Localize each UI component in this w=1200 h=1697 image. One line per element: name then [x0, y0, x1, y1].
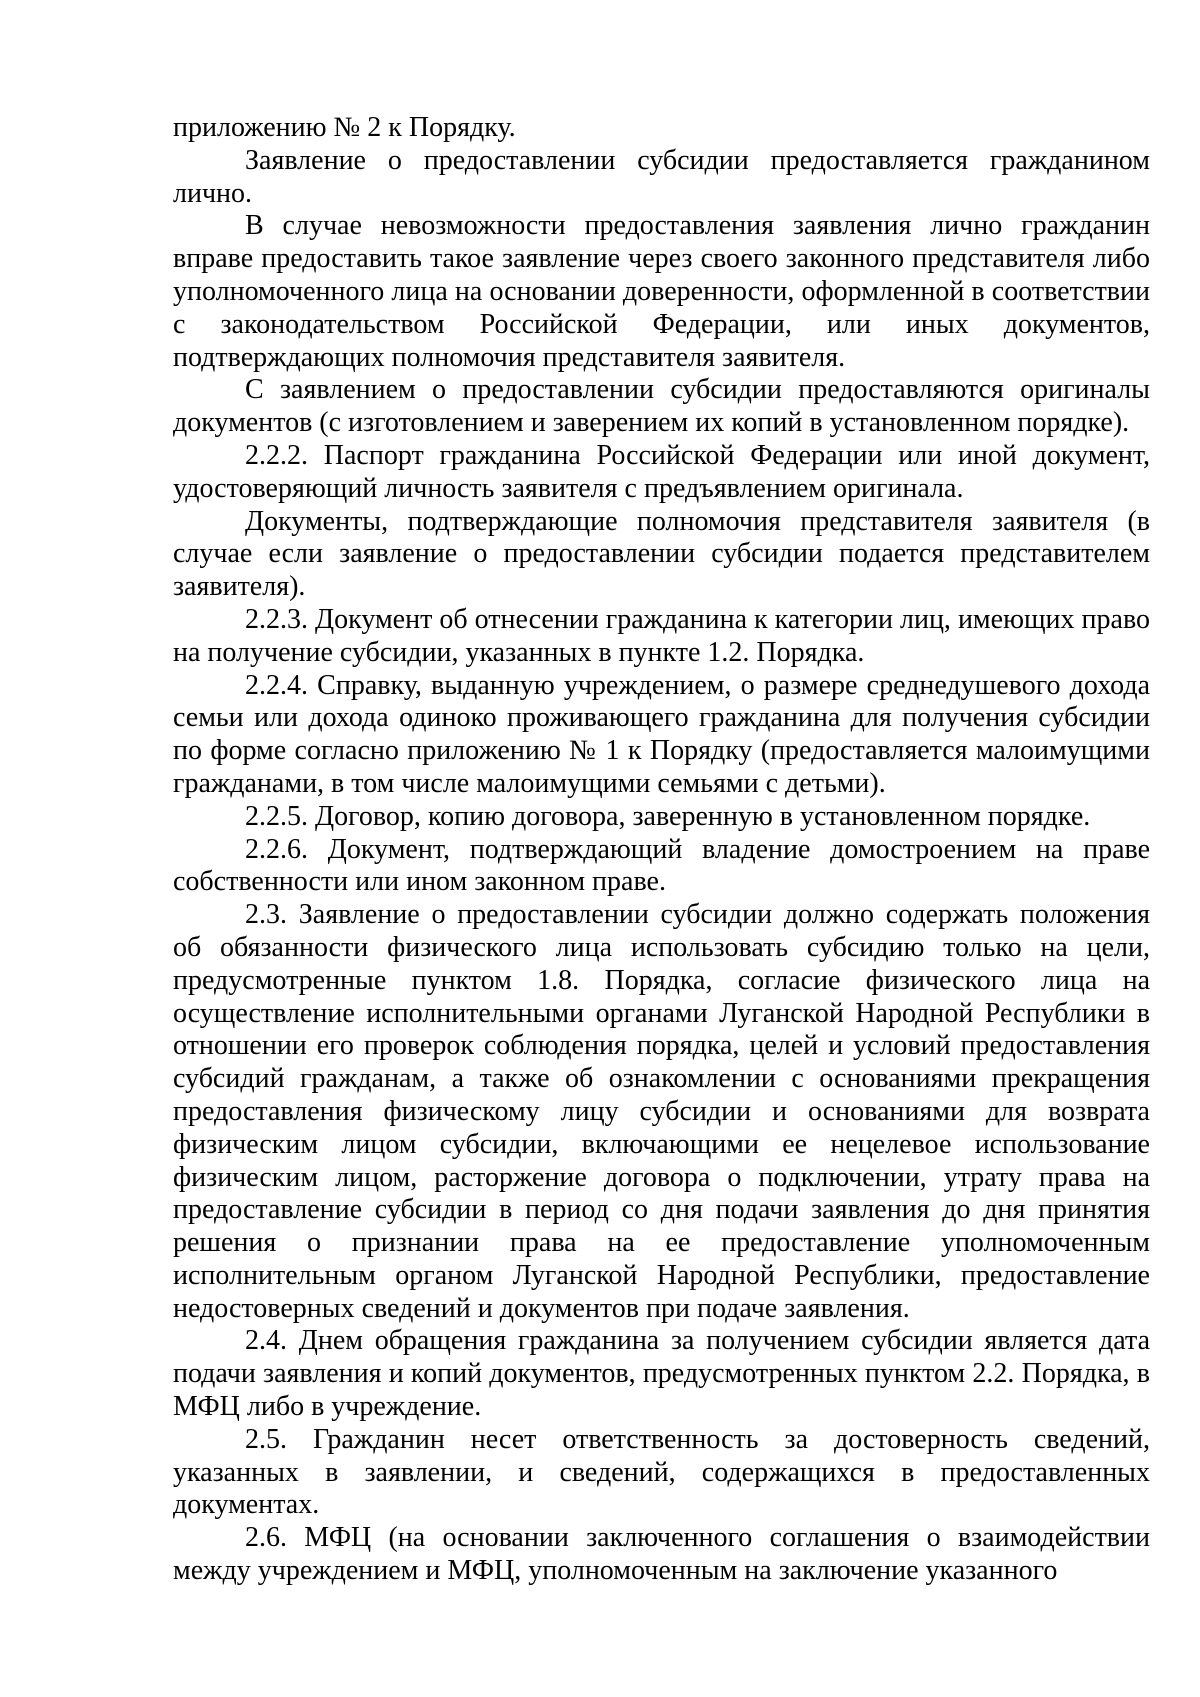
paragraph-2-2-5: 2.2.5. Договор, копию договора, заверенную в установленном порядке. [245, 800, 1091, 832]
paragraph-2-6: 2.6. МФЦ (на основании заключенного соглашения о взаимодействии между учреждением и МФЦ, уполномоченным на заключение указанного [173, 1522, 1150, 1587]
paragraph-2-3: 2.3. Заявление о предоставлении субсидии должно содержать положения об обязанности физического лица использовать субсидию только на цели, предусмотренные пунктом 1.8. Порядка, согласие физического лица на осуществление исполнительными органами Луганской Народной Республики в отношении его проверок соблюдения порядка, целей и условий предоставления субсидий гражданам, а также об ознакомлении с основаниями прекращения предоставления физическому лицу субсидии и основаниями для возврата физическим лицом субсидии, включающими ее нецелевое использование физическим лицом, расторжение договора о подключении, утрату права на предоставление субсидии в период со дня подачи заявления до дня принятия решения о признании права на ее предоставление уполномоченным исполнительным органом Луганской Народной Республики, предоставление недостоверных сведений и документов при подаче заявления. [173, 899, 1150, 1324]
paragraph-2-2-2: 2.2.2. Паспорт гражданина Российской Федерации или иной документ, удостоверяющий личность заявителя с предъявлением оригинала. [173, 439, 1150, 504]
paragraph-2-2-3: 2.2.3. Документ об отнесении гражданина к категории лиц, имеющих право на получение субсидии, указанных в пункте 1.2. Порядка. [173, 603, 1150, 668]
paragraph: В случае невозможности предоставления заявления лично гражданин вправе предоставить такое заявление через своего законного представителя либо уполномоченного лица на основании доверенности, оформленной в соответствии с законодательством Российской Федерации, или иных документов, подтверждающих полномочия представителя заявителя. [173, 210, 1150, 373]
paragraph-2-5: 2.5. Гражданин несет ответственность за достоверность сведений, указанных в заявлении, и сведений, содержащихся в предоставленных документах. [173, 1423, 1150, 1521]
document-body [173, 112, 1150, 1588]
paragraph-2-2-4: 2.2.4. Справку, выданную учреждением, о размере среднедушевого дохода семьи или дохода одиноко проживающего гражданина для получения субсидии по форме согласно приложению № 1 к Порядку (предоставляется малоимущими гражданами, в том числе малоимущими семьями с детьми). [173, 669, 1150, 799]
paragraph: С заявлением о предоставлении субсидии предоставляются оригиналы документов (с изготовлением и заверением их копий в установленном порядке). [173, 374, 1150, 439]
paragraph-continuation: приложению № 2 к Порядку. [173, 112, 516, 143]
paragraph-2-4: 2.4. Днем обращения гражданина за получением субсидии является дата подачи заявления и копий документов, предусмотренных пунктом 2.2. Порядка, в МФЦ либо в учреждение. [173, 1325, 1150, 1423]
paragraph: Заявление о предоставлении субсидии предоставляется гражданином лично. [173, 144, 1150, 209]
paragraph: Документы, подтверждающие полномочия представителя заявителя (в случае если заявление о предоставлении субсидии подается представителем заявителя). [173, 505, 1150, 603]
paragraph-2-2-6: 2.2.6. Документ, подтверждающий владение домостроением на праве собственности или ином законном праве. [173, 833, 1150, 898]
